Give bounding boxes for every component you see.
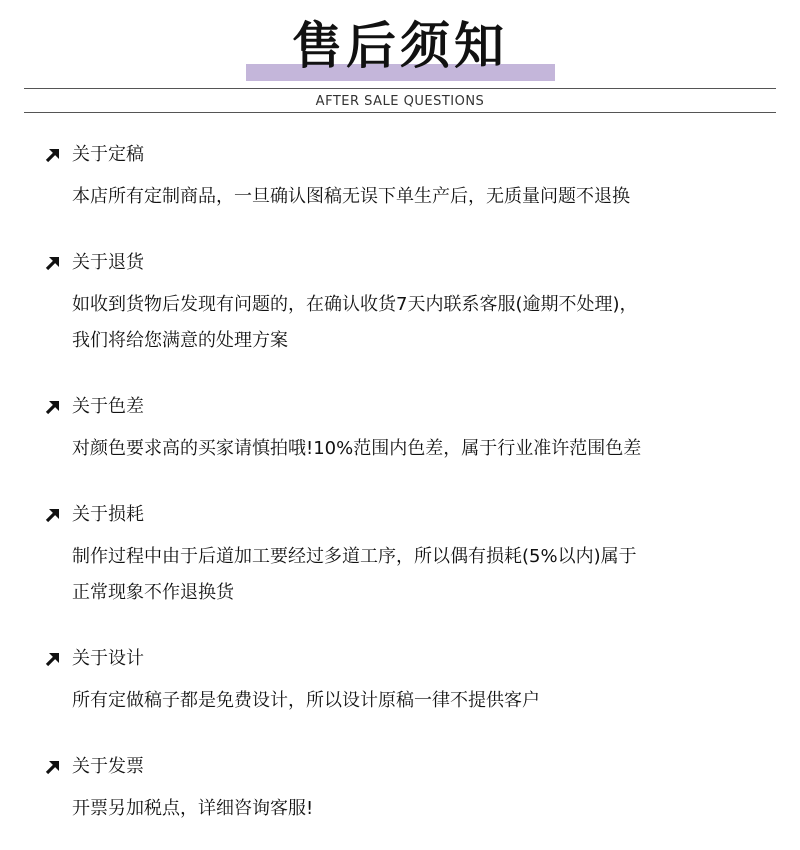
section-color-difference [44,395,764,467]
section-body [72,287,764,359]
section-text-line: 我们将给您满意的处理方案 [72,330,288,351]
section-body [72,539,764,611]
section-heading [44,503,764,527]
section-body [72,431,764,467]
arrow-up-right-icon [44,506,62,524]
header-divider-top [24,88,776,89]
section-title: 关于损耗 [72,504,144,525]
section-text-line: 制作过程中由于后道加工要经过多道工序，所以偶有损耗(5%以内)属于 [72,546,637,567]
section-text-line: 如收到货物后发现有问题的，在确认收货7天内联系客服(逾期不处理)， [72,294,638,315]
section-text-line: 开票另加税点，详细咨询客服! [72,798,314,819]
page-title: 售后须知 [292,17,508,75]
section-title: 关于色差 [72,396,144,417]
section-body [72,179,764,215]
section-text-line: 正常现象不作退换货 [72,582,234,603]
page-subtitle: AFTER SALE QUESTIONS [315,94,485,109]
arrow-up-right-icon [44,146,62,164]
section-returns [44,251,764,359]
arrow-up-right-icon [44,254,62,272]
section-body [72,683,764,719]
header-divider-bottom [24,112,776,113]
section-invoice [44,755,764,827]
section-text-line: 所有定做稿子都是免费设计，所以设计原稿一律不提供客户 [72,690,540,711]
section-wastage [44,503,764,611]
section-heading [44,143,764,167]
section-text-line: 对颜色要求高的买家请慎拍哦!10%范围内色差，属于行业准许范围色差 [72,438,642,459]
section-body [72,791,764,827]
section-heading [44,395,764,419]
section-text-line: 本店所有定制商品，一旦确认图稿无误下单生产后，无质量问题不退换 [72,186,630,207]
arrow-up-right-icon [44,758,62,776]
section-title: 关于退货 [72,252,144,273]
arrow-up-right-icon [44,650,62,668]
section-design [44,647,764,719]
page-header [0,0,800,120]
section-heading [44,755,764,779]
section-title: 关于定稿 [72,144,144,165]
section-heading [44,647,764,671]
section-title: 关于设计 [72,648,144,669]
arrow-up-right-icon [44,398,62,416]
section-title: 关于发票 [72,756,144,777]
section-finalization [44,143,764,215]
section-heading [44,251,764,275]
